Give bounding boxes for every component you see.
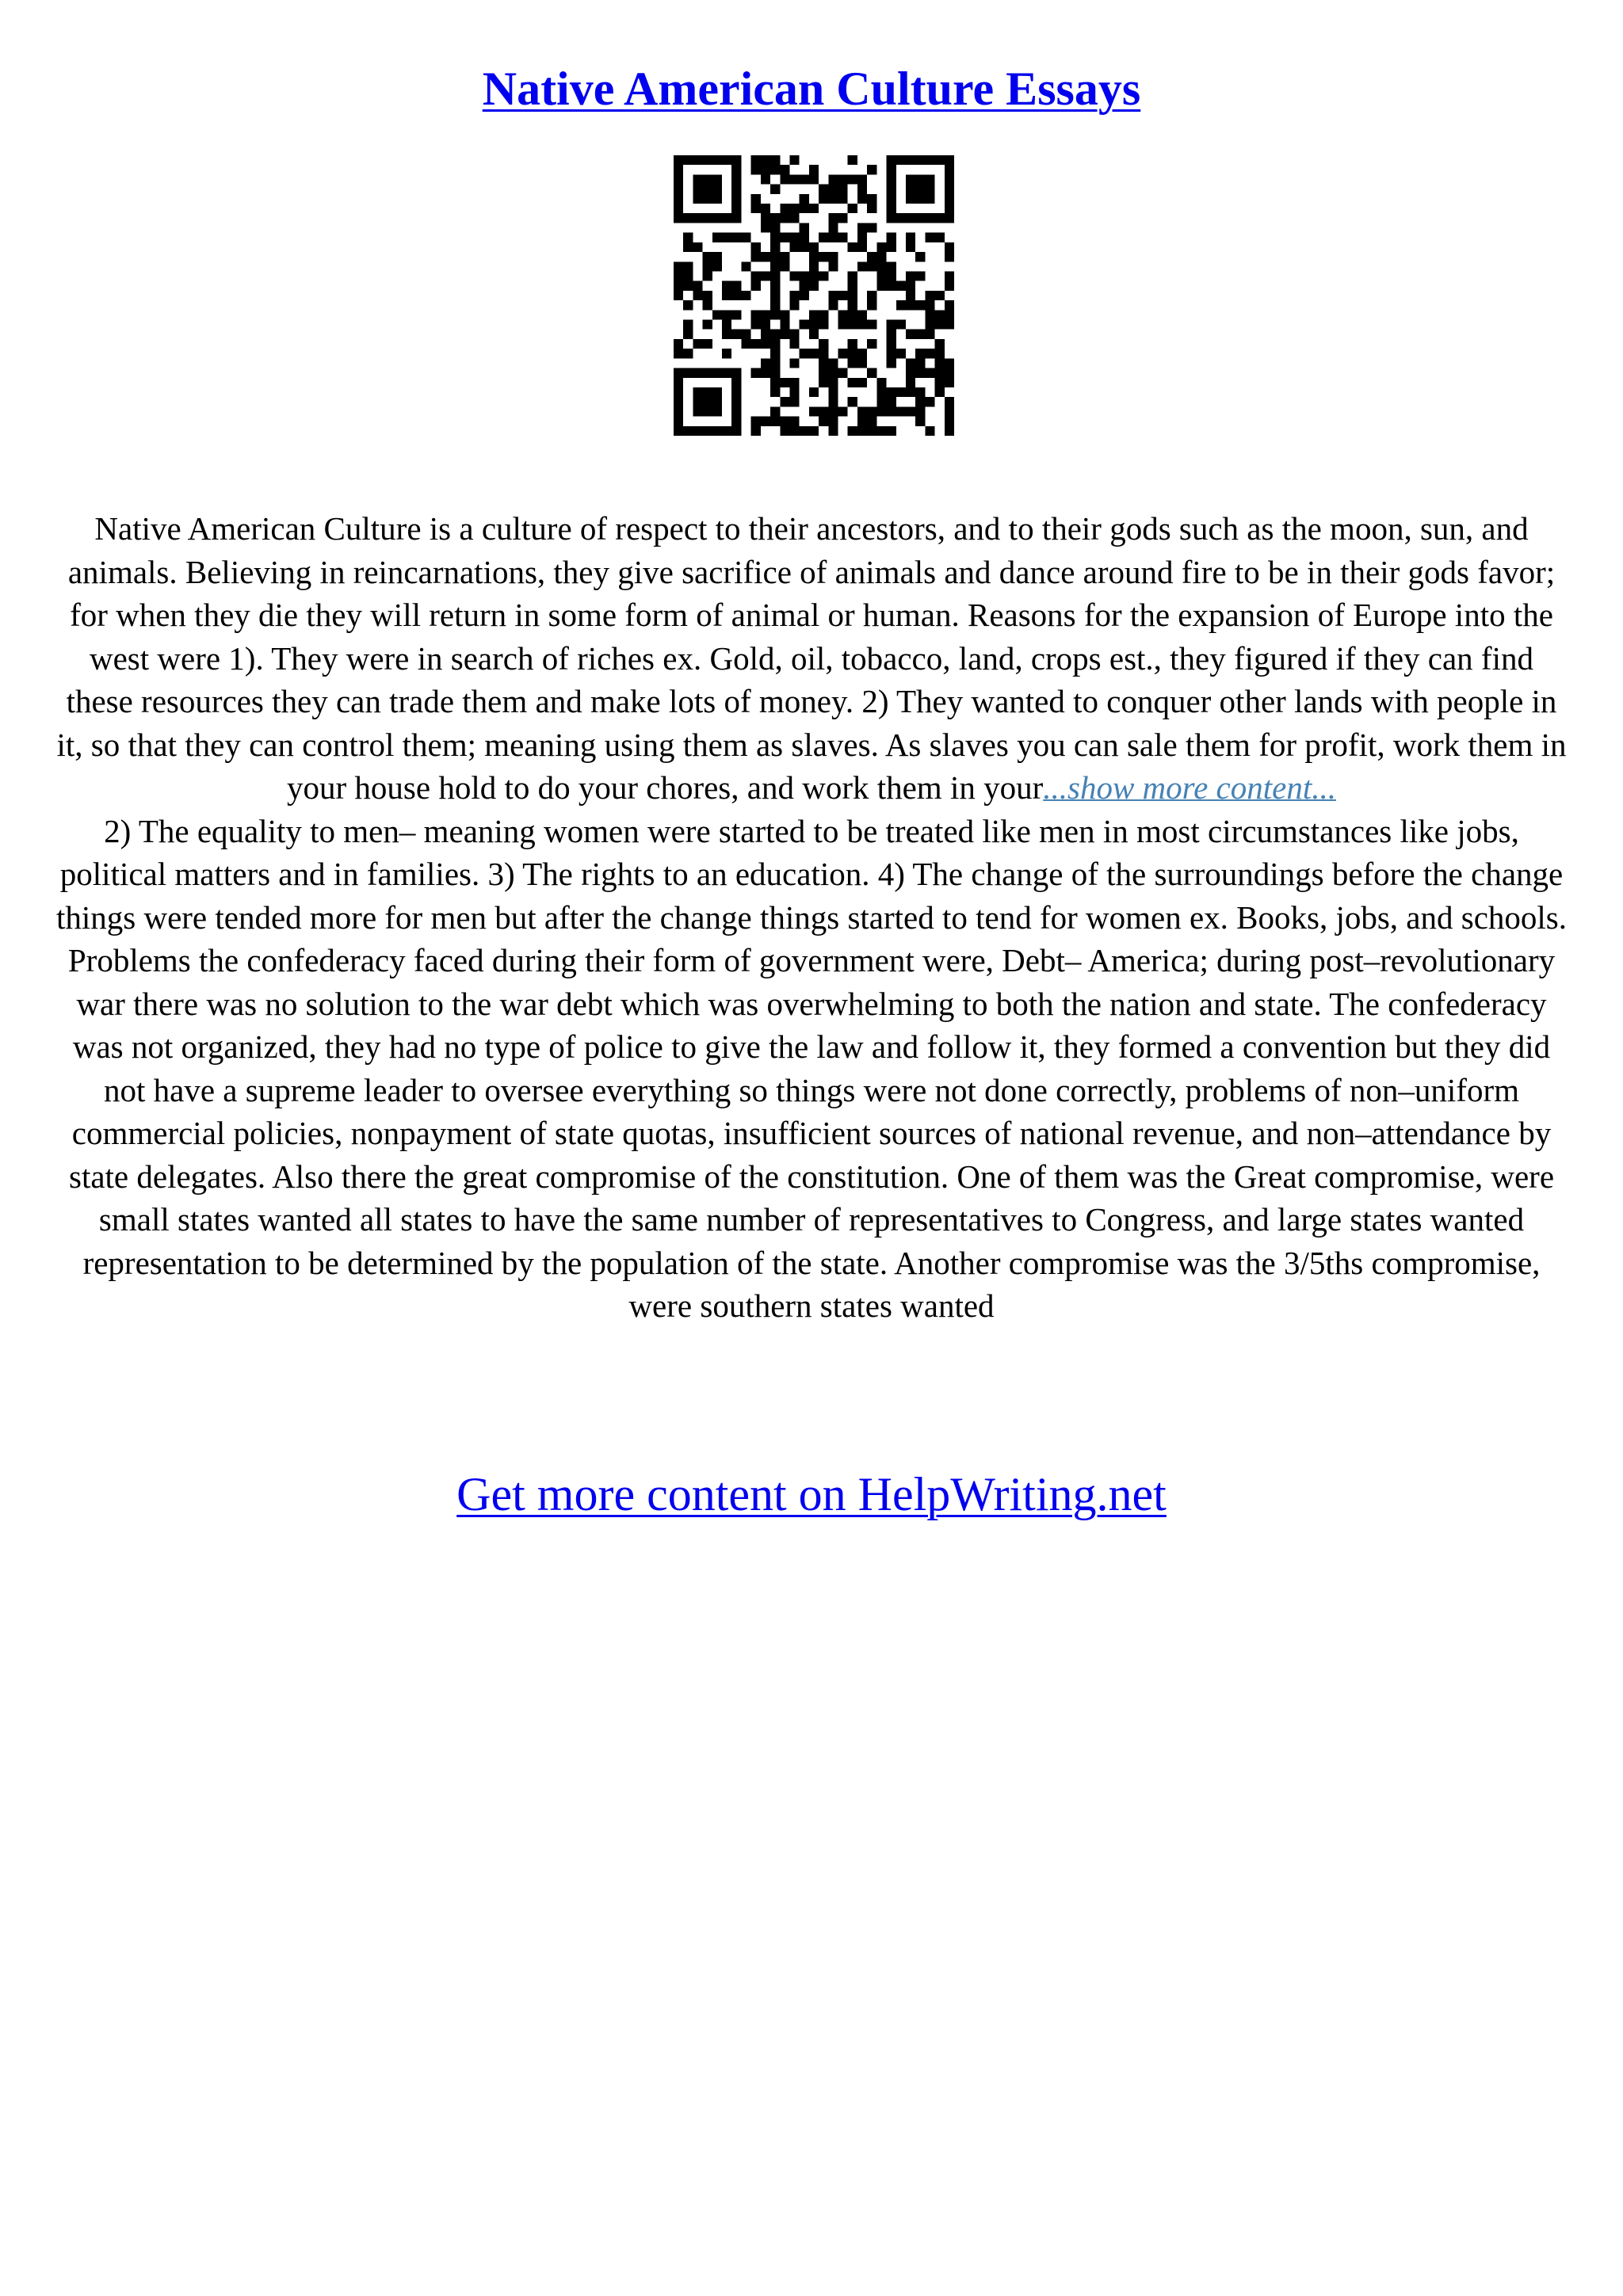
paragraph-2: 2) The equality to men– meaning women were started to be treated like men in most circumstances like jobs, political matters and in families. 3) The rights to an education. 4) The change of the surroundings before the change things were tended more for men but after the change things started to tend for women ex. Books, jobs, and schools. Problems the confederacy faced during their form of government were, Debt– America; during post–revolutionary war there was no solution to the war debt which was overwhelming to both the nation and state. The confederacy was not organized, they had no type of police to give the law and follow it, they formed a convention but they did not have a supreme leader to oversee everything so things were not done correctly, problems of non–uniform commercial policies, nonpayment of state quotas, insufficient sources of national revenue, and non–attendance by state delegates. Also there the great compromise of the constitution. One of them was the Great compromise, were small states wanted all states to have the same number of representatives to Congress, and large states wanted representation to be determined by the population of the state. Another compromise was the 3/5ths compromise, were southern states wanted xyxy=(55,812,1568,1324)
page-title xyxy=(0,57,1623,120)
title-link[interactable]: Native American Culture Essays xyxy=(482,63,1141,115)
show-more-link[interactable]: ...show more content... xyxy=(1043,769,1336,806)
paragraph-1: Native American Culture is a culture of respect to their ancestors, and to their gods such as the moon, sun, and animals. Believing in reincarnations, they give sacrifice of animals and dance around fire to be in their gods favor; for when they die they will return in some form of animal or human. Reasons for the expansion of Europe into the west were 1). They were in search of riches ex. Gold, oil, tobacco, land, crops est., they figured if they can find these resources they can trade them and make lots of money. 2) They wanted to conquer other lands with people in it, so that they can control them; meaning using them as slaves. As slaves you can sale them for profit, work them in your house hold to do your chores, and work them in your xyxy=(56,510,1567,806)
footer-link[interactable]: Get more content on HelpWriting.net xyxy=(456,1468,1167,1520)
qr-code-icon xyxy=(674,155,954,436)
footer xyxy=(0,1463,1623,1526)
essay-excerpt xyxy=(55,507,1568,1328)
